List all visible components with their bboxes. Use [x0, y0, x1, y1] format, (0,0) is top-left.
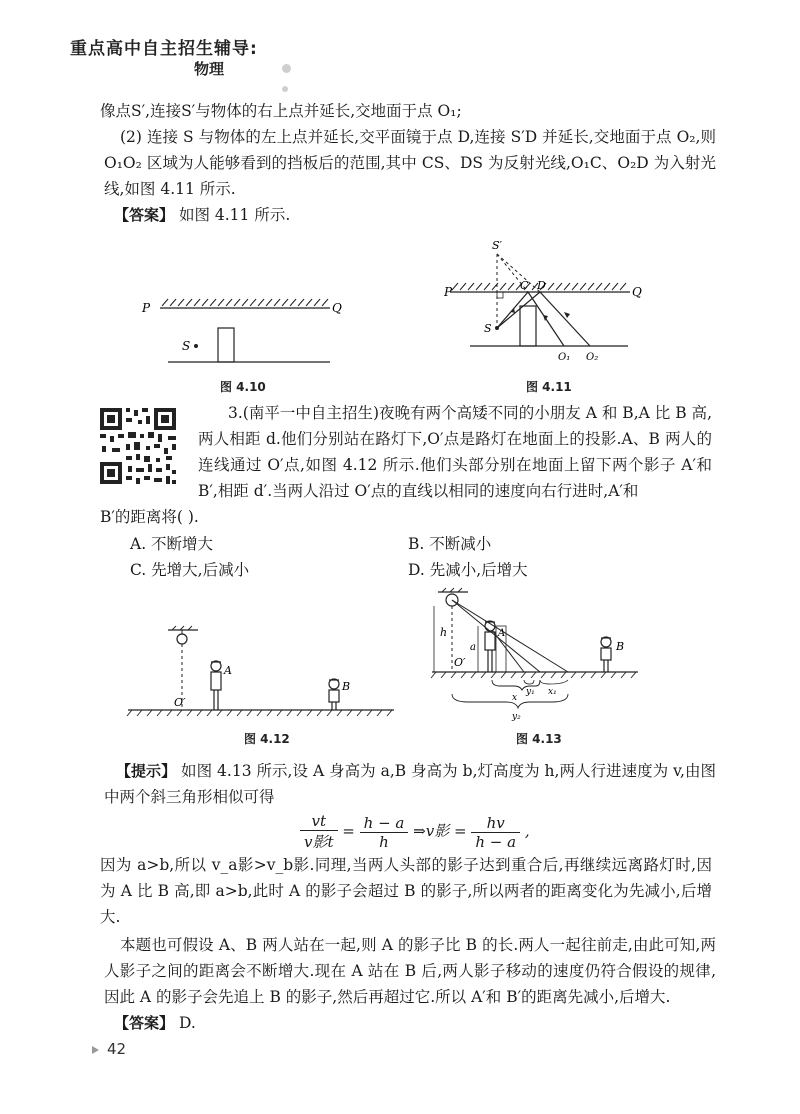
hint-text: 如图 4.13 所示,设 A 身高为 a,B 身高为 b,灯高度为 h,两人行进速度为 v,由图中两个斜三角形相似可得: [104, 762, 716, 806]
person-B-icon: [601, 637, 611, 672]
fraction-1: [300, 812, 338, 852]
caption-4-11: 图 4.11: [526, 380, 572, 394]
answer-tag: 【答案】: [114, 206, 175, 224]
answer-tag: 【答案】: [114, 1014, 175, 1032]
label-x: x: [512, 693, 518, 703]
fraction-3-denominator: h − a: [475, 832, 517, 851]
fraction-2-numerator: h − a: [360, 814, 409, 833]
fraction-1-numerator: vt: [300, 812, 338, 831]
figure-4-10: [140, 290, 340, 370]
label-P: P: [142, 301, 151, 315]
label-h: h: [440, 626, 448, 639]
label-y1: y₁: [526, 687, 535, 697]
person-B-icon: [329, 679, 339, 710]
label-x1: x₁: [548, 687, 557, 697]
paragraph-2: (2) 连接 S 与物体的左上点并延长,交平面镜于点 D,连接 S′D 并延长,交地面于点 O₂,则 O₁O₂ 区域为人能够看到的挡板后的范围,其中 CS、DS 为反射光线,O₁C、O₂D 为入射光线,如图 4.11 所示.: [104, 128, 716, 198]
label-P: P: [444, 285, 453, 299]
answer-2: [114, 1010, 726, 1036]
label-B: B: [342, 680, 351, 693]
hint-tag: 【提示】: [116, 762, 177, 780]
label-Q: Q: [632, 285, 642, 299]
option-D: D. 先减小,后增大: [408, 561, 528, 579]
question-3: 3.(南平一中自主招生)夜晚有两个高矮不同的小朋友 A 和 B,A 比 B 高,两人相距 d.他们分别站在路灯下,O′点是路灯在地面上的投影.A、B 两人的连线通过 O′点,如图 4.12 所示.他们头部分别在地面上留下两个影子 A′和 B′,相距 d′.当两人沿过 O′点的直线以相同的速度向右行进时,A′和: [198, 404, 712, 500]
equals-sign: =: [342, 822, 355, 840]
book-title: 重点高中自主招生辅导:: [70, 39, 258, 59]
figure-4-12: [124, 624, 404, 724]
paragraph-alternative: 本题也可假设 A、B 两人站在一起,则 A 的影子比 B 的长.两人一起往前走,由此可知,两人影子之间的距离会不断增大.现在 A 站在 B 后,两人影子移动的速度仍符合假设的规律,因此 A 的影子会先追上 B 的影子,然后再超过它.所以 A′和 B′的距离先减小,后增大.: [104, 936, 716, 1006]
label-Sprime: S′: [492, 239, 503, 252]
page-number: [92, 1040, 126, 1058]
paragraph-after-formula: 因为 a>b,所以 v_a影>v_b影.同理,当两人头部的影子达到重合后,再继续远离路灯时,因为 A 比 B 高,即 a>b,此时 A 的影子会超过 B 的影子,所以两者的距离变化为先减小,后增大.: [100, 856, 712, 926]
label-a: a: [470, 642, 476, 653]
hint-paragraph: [104, 758, 716, 810]
answer-1-text: 如图 4.11 所示.: [178, 206, 291, 224]
fraction-1-denominator: v影t: [304, 833, 334, 851]
label-y2: y₂: [512, 712, 521, 722]
label-O1: O₁: [558, 352, 571, 363]
question-3-tail: B′的距离将( ).: [100, 508, 199, 526]
fraction-2: [360, 814, 409, 851]
label-O2: O₂: [586, 352, 599, 363]
paragraph-1: 像点S′,连接S′与物体的右上点并延长,交地面于点 O₁;: [100, 102, 462, 120]
barrier-box: [218, 328, 234, 362]
label-C: C: [520, 279, 529, 292]
triangle-icon: [92, 1046, 99, 1054]
page-number-text: 42: [107, 1040, 127, 1058]
point-S: [194, 344, 198, 348]
caption-4-12: 图 4.12: [244, 732, 290, 746]
label-B: B: [616, 640, 625, 653]
option-B: B. 不断减小: [408, 535, 492, 553]
option-A: A. 不断增大: [130, 535, 214, 553]
option-C: C. 先增大,后减小: [130, 561, 250, 579]
label-A: A: [498, 628, 506, 639]
implies-arrow: ⇒v影 =: [413, 822, 467, 840]
fraction-3: [471, 814, 520, 851]
label-A: A: [224, 664, 232, 677]
label-S: S: [484, 322, 492, 335]
figure-4-13: [428, 586, 648, 726]
lamp-icon: [177, 634, 187, 644]
label-Q: Q: [332, 301, 342, 315]
subject-label: 物理: [194, 60, 225, 78]
label-D: D: [537, 279, 546, 292]
figure-4-11: [440, 236, 640, 366]
formula: [300, 812, 530, 852]
person-A-icon: [211, 661, 221, 710]
label-Oprime: O′: [454, 656, 466, 669]
answer-2-text: D.: [178, 1014, 196, 1032]
page-header: [70, 34, 258, 78]
formula-end: ,: [524, 822, 530, 840]
fraction-3-numerator: hv: [471, 814, 520, 833]
label-S: S: [182, 339, 191, 353]
fraction-2-denominator: h: [379, 832, 389, 851]
answer-1: [114, 202, 726, 228]
caption-4-13: 图 4.13: [516, 732, 562, 746]
mirror-hatching: [162, 299, 328, 306]
caption-4-10: 图 4.10: [220, 380, 266, 394]
label-Oprime: O′: [174, 696, 186, 709]
qr-code: [96, 404, 180, 488]
